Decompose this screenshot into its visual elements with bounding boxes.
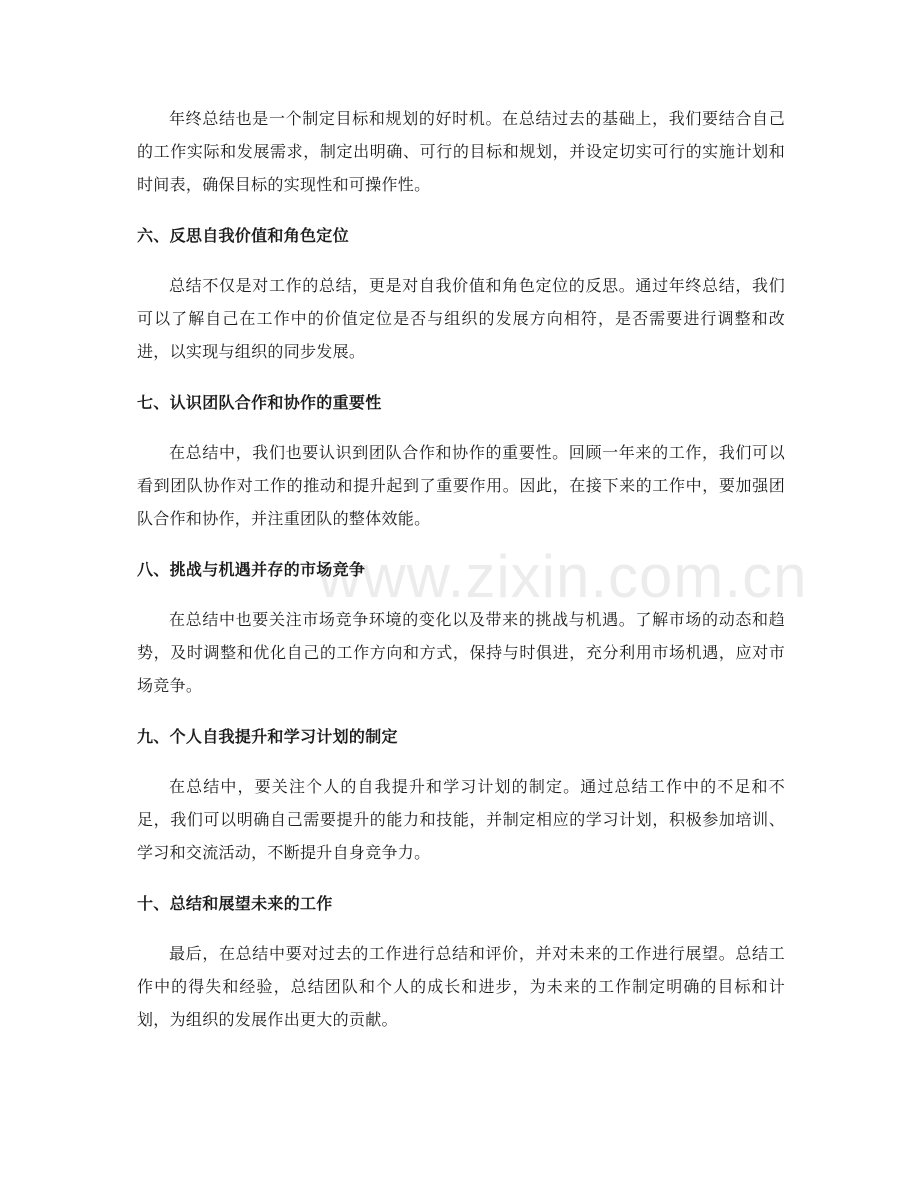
section-heading-8: 八、挑战与机遇并存的市场竞争 bbox=[137, 560, 366, 579]
document-body bbox=[137, 102, 785, 1036]
section-body-6: 总结不仅是对工作的总结，更是对自我价值和角色定位的反思。通过年终总结，我们可以了解自己在工作中的价值定位是否与组织的发展方向相符，是否需要进行调整和改进，以实现与组织的同步发展。 bbox=[137, 276, 785, 361]
section-body-9: 在总结中，要关注个人的自我提升和学习计划的制定。通过总结工作中的不足和不足，我们可以明确自己需要提升的能力和技能，并制定相应的学习计划，积极参加培训、学习和交流活动，不断提升自身竞争力。 bbox=[137, 777, 785, 862]
section-heading-7: 七、认识团队合作和协作的重要性 bbox=[137, 393, 382, 412]
section-body-7: 在总结中，我们也要认识到团队合作和协作的重要性。回顾一年来的工作，我们可以看到团队协作对工作的推动和提升起到了重要作用。因此，在接下来的工作中，要加强团队合作和协作，并注重团队的整体效能。 bbox=[137, 443, 785, 528]
section-heading-10: 十、总结和展望未来的工作 bbox=[137, 894, 333, 913]
section-body-8: 在总结中也要关注市场竞争环境的变化以及带来的挑战与机遇。了解市场的动态和趋势，及时调整和优化自己的工作方向和方式，保持与时俱进，充分利用市场机遇，应对市场竞争。 bbox=[137, 610, 785, 695]
intro-paragraph: 年终总结也是一个制定目标和规划的好时机。在总结过去的基础上，我们要结合自己的工作实际和发展需求，制定出明确、可行的目标和规划，并设定切实可行的实施计划和时间表，确保目标的实现性和可操作性。 bbox=[137, 109, 785, 194]
section-body-10: 最后，在总结中要对过去的工作进行总结和评价，并对未来的工作进行展望。总结工作中的得失和经验，总结团队和个人的成长和进步，为未来的工作制定明确的目标和计划，为组织的发展作出更大的贡献。 bbox=[137, 944, 785, 1029]
section-heading-6: 六、反思自我价值和角色定位 bbox=[137, 226, 349, 245]
section-heading-9: 九、个人自我提升和学习计划的制定 bbox=[137, 727, 398, 746]
watermark-text: www.zixin.com.cn bbox=[318, 543, 808, 610]
